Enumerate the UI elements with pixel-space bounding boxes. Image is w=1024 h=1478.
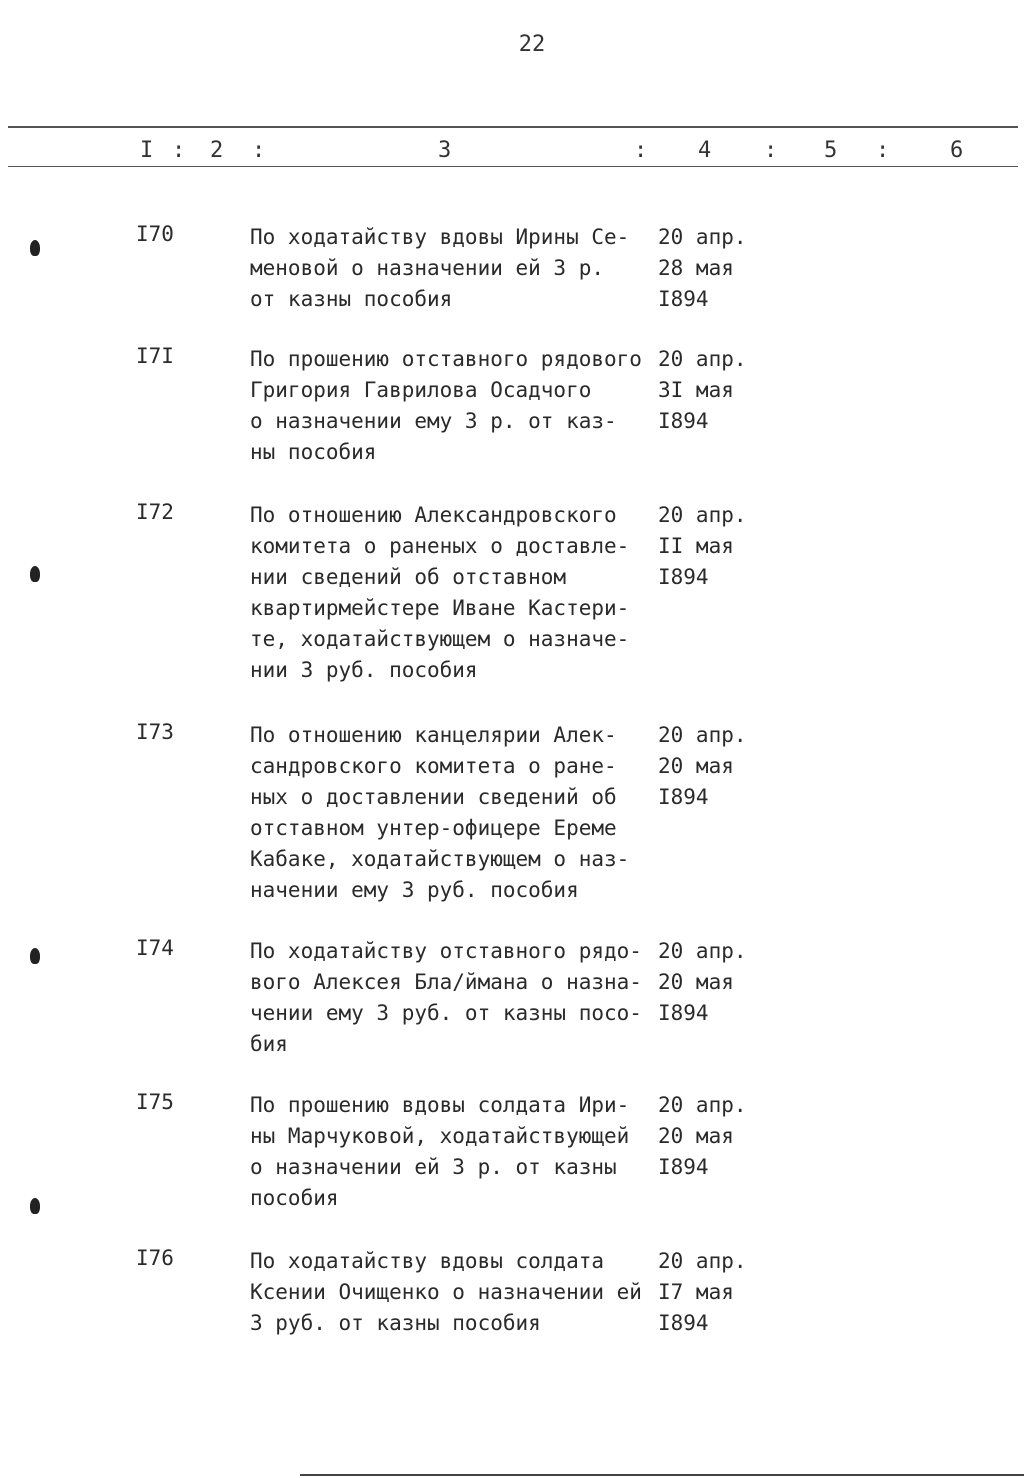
entry-number: I7I — [136, 344, 174, 368]
description-line: По ходатайству вдовы Ирины Се- — [250, 225, 630, 249]
description-line: комитета о раненых о доставле- — [250, 534, 630, 558]
entry-description — [250, 936, 650, 1060]
date-end: 20 мая — [658, 1124, 734, 1148]
date-end: II мая — [658, 534, 734, 558]
description-line: 3 руб. от казны пособия — [250, 1311, 541, 1335]
entry-number: I72 — [136, 500, 174, 524]
date-year: I894 — [658, 1311, 709, 1335]
column-header-5: 5 — [824, 138, 838, 163]
entry-dates — [658, 222, 747, 315]
punch-mark — [30, 566, 40, 582]
description-line: меновой о назначении ей 3 р. — [250, 256, 605, 280]
entry-number: I76 — [136, 1246, 174, 1270]
entry-description — [250, 500, 650, 686]
header-top-rule — [8, 126, 1018, 128]
column-separator: : — [172, 138, 186, 163]
entry-number: I70 — [136, 222, 174, 246]
date-start: 20 апр. — [658, 225, 747, 249]
entry-dates — [658, 500, 747, 593]
entry-description — [250, 344, 650, 468]
description-line: нии сведений об отставном — [250, 565, 567, 589]
description-line: По отношению канцелярии Алек- — [250, 723, 617, 747]
date-year: I894 — [658, 1155, 709, 1179]
date-start: 20 апр. — [658, 347, 747, 371]
punch-mark — [30, 948, 40, 964]
description-line: Ксении Очищенко о назначении ей — [250, 1280, 642, 1304]
description-line: бия — [250, 1032, 288, 1056]
description-line: от казны пособия — [250, 287, 453, 311]
header-bottom-rule — [8, 166, 1018, 167]
entry-number: I74 — [136, 936, 174, 960]
description-line: нии 3 руб. пособия — [250, 658, 478, 682]
description-line: о назначении ему 3 р. от каз- — [250, 409, 617, 433]
date-end: 20 мая — [658, 970, 734, 994]
description-line: По ходатайству вдовы солдата — [250, 1249, 605, 1273]
column-header-4: 4 — [698, 138, 712, 163]
description-line: отставном унтер-офицере Ереме — [250, 816, 617, 840]
entry-dates — [658, 1246, 747, 1339]
date-year: I894 — [658, 1001, 709, 1025]
description-line: пособия — [250, 1186, 339, 1210]
description-line: Кабаке, ходатайствующем о наз- — [250, 847, 630, 871]
entry-description — [250, 1090, 650, 1214]
description-line: начении ему 3 руб. пособия — [250, 878, 579, 902]
date-end: 28 мая — [658, 256, 734, 280]
description-line: те, ходатайствующем о назначе- — [250, 627, 630, 651]
column-separator: : — [764, 138, 778, 163]
description-line: По ходатайству отставного рядо- — [250, 939, 642, 963]
page-number: 22 — [518, 32, 546, 57]
description-line: вого Алексея Бла/ймана о назна- — [250, 970, 642, 994]
date-year: I894 — [658, 287, 709, 311]
entry-number: I75 — [136, 1090, 174, 1114]
date-end: 20 мая — [658, 754, 734, 778]
date-start: 20 апр. — [658, 939, 747, 963]
column-separator: : — [252, 138, 266, 163]
description-line: ны Марчуковой, ходатайствующей — [250, 1124, 630, 1148]
description-line: Григория Гаврилова Осадчого — [250, 378, 592, 402]
entry-description — [250, 1246, 650, 1339]
entry-dates — [658, 936, 747, 1029]
date-end: I7 мая — [658, 1280, 734, 1304]
date-start: 20 апр. — [658, 1093, 747, 1117]
description-line: квартирмейстере Иване Кастери- — [250, 596, 630, 620]
description-line: о назначении ей 3 р. от казны — [250, 1155, 617, 1179]
date-start: 20 апр. — [658, 503, 747, 527]
entry-dates — [658, 720, 747, 813]
date-year: I894 — [658, 565, 709, 589]
column-header-2: 2 — [210, 138, 224, 163]
entry-number: I73 — [136, 720, 174, 744]
date-start: 20 апр. — [658, 1249, 747, 1273]
column-separator: : — [876, 138, 890, 163]
description-line: сандровского комитета о ране- — [250, 754, 617, 778]
entry-description — [250, 222, 650, 315]
description-line: По прошению отставного рядового — [250, 347, 642, 371]
description-line: чении ему 3 руб. от казны посо- — [250, 1001, 642, 1025]
column-header-3: 3 — [438, 138, 452, 163]
entry-description — [250, 720, 650, 906]
date-end: 3I мая — [658, 378, 734, 402]
date-start: 20 апр. — [658, 723, 747, 747]
punch-mark — [30, 240, 40, 256]
description-line: ных о доставлении сведений об — [250, 785, 617, 809]
column-separator: : — [634, 138, 648, 163]
description-line: По отношению Александровского — [250, 503, 617, 527]
description-line: По прошению вдовы солдата Ири- — [250, 1093, 630, 1117]
description-line: ны пособия — [250, 440, 377, 464]
date-year: I894 — [658, 409, 709, 433]
entry-dates — [658, 344, 747, 437]
punch-mark — [30, 1198, 40, 1214]
bottom-rule — [300, 1474, 1024, 1476]
column-header-6: 6 — [950, 138, 964, 163]
entry-dates — [658, 1090, 747, 1183]
column-header-1: I — [140, 138, 154, 163]
date-year: I894 — [658, 785, 709, 809]
